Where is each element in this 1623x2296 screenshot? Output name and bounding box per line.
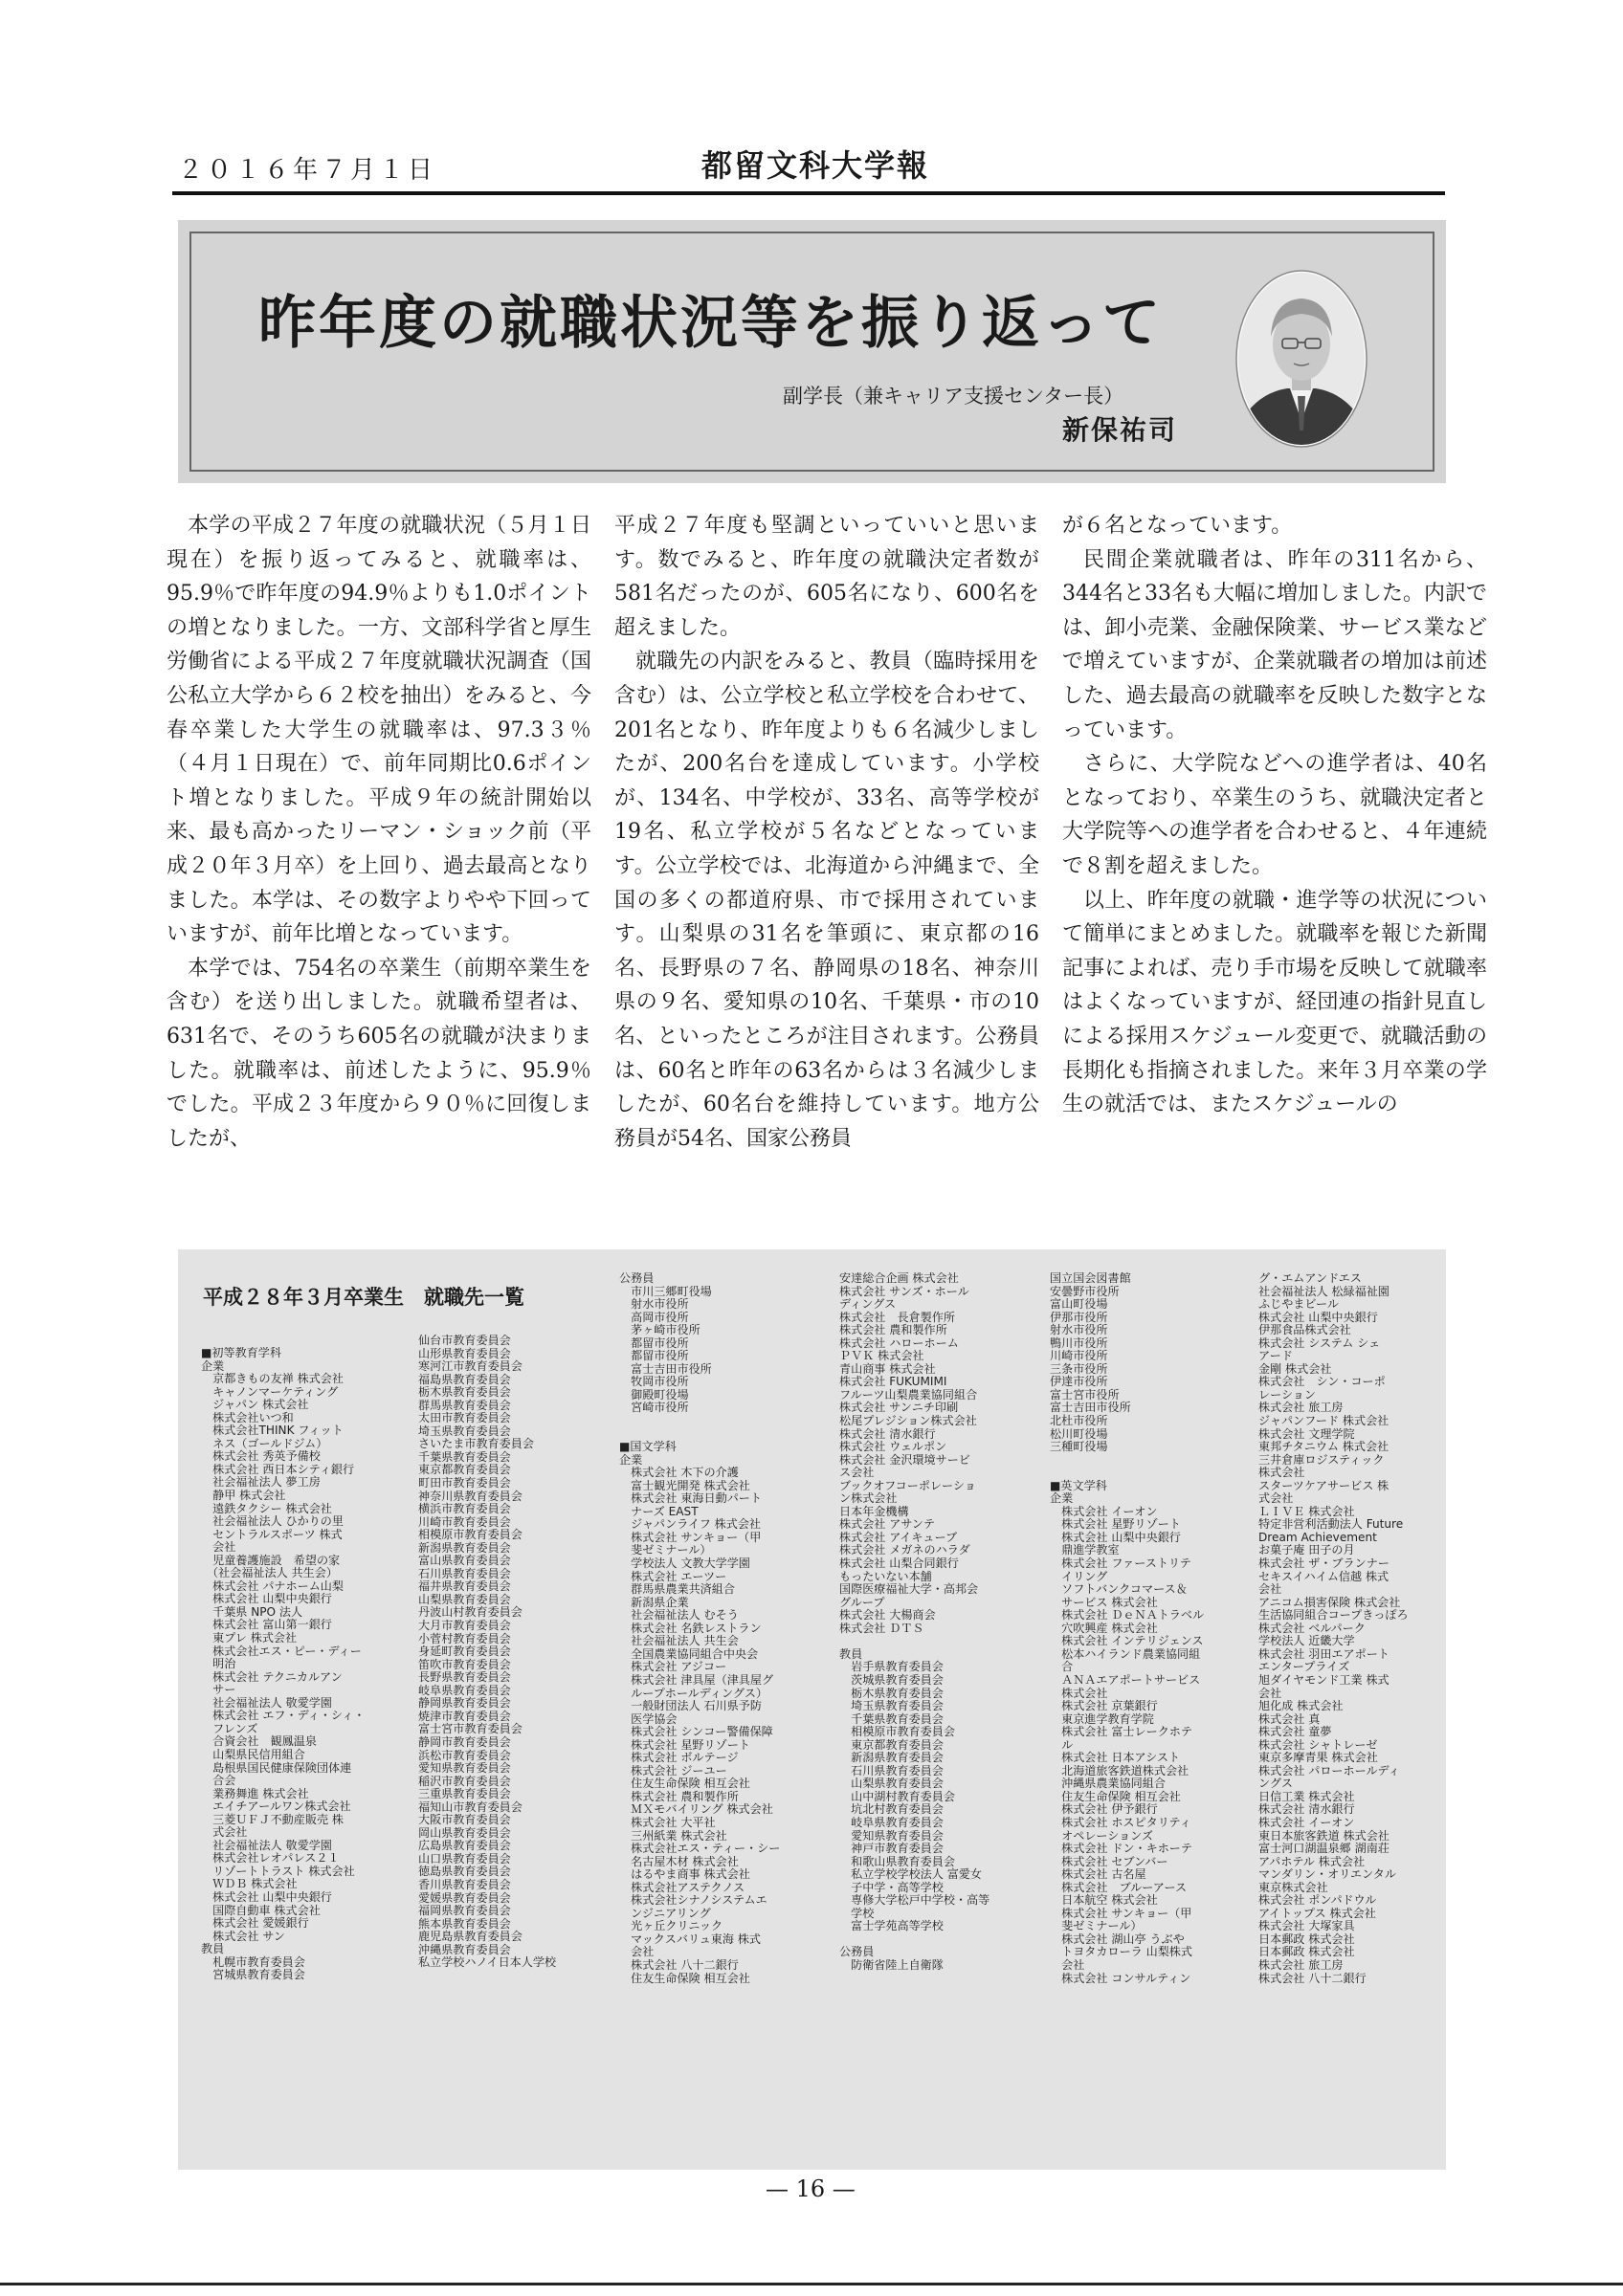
employment-list-column-3: 公務員 市川三郷町役場 射水市役所 高岡市役所 茅ヶ崎市役所 都留市役所 都留市役所 富士吉田市役所 牧岡市役所 御殿町役場 宮崎市役所 ■国文学科 企業 株式会社 木下の介護 富士観光開発 株式会社 株式会社 東海日動パート ナーズ EAST ジャパンライフ 株式会社 株式会社 サンキョー（甲 斐ゼミナール） 学校法人 文教大学学園 株式会社 エーツー 群馬県農業共済組合 新潟県企業 社会福祉法人 むそう 株式会社 名鉄レストラン 社会福祉法人 共生会 全国農業協同組合中央会 株式会社 アジコー 株式会社 津具屋（津具屋グ ループホールディングス） 一般財団法人 石川県予防 医学協会 株式会社 シンコー警備保障 株式会社 星野リゾート 株式会社 ボルテージ 株式会社 ジーユー 住友生命保険 相互会社 株式会社 農和製作所 ＭＸモバイリング 株式会社 株式会社 大平社 三州紙業 株式会社 株式会社エス・ティー・シー 名古屋木材 株式会社 はるやま商事 株式会社 株式会社アステクノス 株式会社シナノシステムエ ンジニアリング 光ヶ丘クリニック マックスバリュ東海 株式 会社 株式会社 八十二銀行 住友生命保険 相互会社	[619, 1272, 781, 1985]
employment-list-column-4: 安達総合企画 株式会社 株式会社 サンズ・ホール ディングス 株式会社 長倉製作所 株式会社 農和製作所 株式会社 ハローホーム ＰＶＫ 株式会社 青山商事 株式会社 株式会社 FUKUMIMI フルーツ山梨農業協同組合 株式会社 サンニチ印刷 松尾プレジション株式会社 株式会社 清水銀行 株式会社 ウェルポン 株式会社 金沢環境サービ ス会社 ブックオフコーポレーショ ン株式会社 日本年金機構 株式会社 アサンテ 株式会社 アイキューブ 株式会社 メガネのハラダ 株式会社 山梨合同銀行 もったいない本舗 国際医療福祉大学・高邦会 グループ 株式会社 大楊商会 株式会社 ＤＴＳ 教員 岩手県教育委員会 茨城県教育委員会 栃木県教育委員会 埼玉県教育委員会 千葉県教育委員会 相模原市教育委員会 東京都教育委員会 新潟県教育委員会 石川県教育委員会 山梨県教育委員会 山中湖村教育委員会 坑北村教育委員会 岐阜県教育委員会 愛知県教育委員会 神戸市教育委員会 和歌山県教育委員会 私立学校学校法人 富愛女 子中学・高等学校 専修大学松戸中学校・高等 学校 富士学苑高等学校 公務員 防衛省陸上自衛隊	[839, 1272, 990, 1972]
employment-list-column-5: 国立国会図書館 安曇野市役所 富山町役場 伊那市役所 射水市役所 鴨川市役所 川崎市役所 三条市役所 伊達市役所 富士宮市役所 富士吉田市役所 北杜市役所 松川町役場 三種町役場 ■英文学科 企業 株式会社 イーオン 株式会社 星野リゾート 株式会社 山梨中央銀行 鼎進学教室 株式会社 ファーストリテ イリング ソフトバンクコマース＆ サービス 株式会社 株式会社 ＤｅＮＡトラベル 穴吹興産 株式会社 株式会社 インテリジェンス 松本ハイランド農業協同組 合 ＡＮＡエアポートサービス 株式会社 株式会社 京葉銀行 東京進学教育学院 株式会社 富士レークホテ ル 株式会社 日本アシスト 北海道旅客鉄道株式会社 沖縄県農業協同組合 住友生命保険 相互会社 株式会社 伊予銀行 株式会社 ホスピタリティ オペレーションズ 株式会社 ドン・キホーテ 株式会社 セブンバー 株式会社 古名屋 株式会社 ブルーアース 日本航空 株式会社 株式会社 サンキョー（甲 斐ゼミナール） 株式会社 湖山亭 うぶや トヨタカローラ 山梨株式 会社 株式会社 コンサルティン	[1050, 1272, 1205, 1985]
col3-paragraph: さらに、大学院などへの進学者は、40名となっており、卒業生のうち、就職決定者と大学院等への進学者を合わせると、４年連続で８割を超えました。	[1062, 752, 1487, 878]
author-portrait	[1234, 268, 1368, 450]
author-role: 副学長（兼キャリア支援センター長）	[783, 385, 1124, 408]
article-column-3	[1062, 509, 1487, 1122]
article-column-2	[614, 509, 1039, 1156]
col3-paragraph: が６名となっています。	[1062, 514, 1293, 538]
employment-list-column-1: ■初等教育学科 企業 京都きもの友禅 株式会社 キャノンマーケティング ジャパン 株式会社 株式会社いつ和 株式会社THINK フィット ネス（ゴールドジム） 株式会社 秀英予備校 株式会社 西日本シティ銀行 社会福祉法人 夢工房 静甲 株式会社 遠鉄タクシー 株式会社 社会福祉法人 ひかりの里 セントラルスポーツ 株式 会社 児童養護施設 希望の家 （社会福祉法人 共生会） 株式会社 パナホーム山梨 株式会社 山梨中央銀行 千葉県 NPO 法人 株式会社 富山第一銀行 東プレ 株式会社 株式会社エス・ピー・ディー 明治 株式会社 テクニカルアン サー 社会福祉法人 敬愛学園 株式会社 エフ・ディ・シィ・ フレンズ 合資会社 観鳳温泉 山梨県民信用組合 島根県国民健康保険団体連 合会 業務舞進 株式会社 エイチアールワン株式会社 三菱ＵＦＪ不動産販売 株 式会社 社会福祉法人 敬愛学園 株式会社レオパレス２１ リゾートトラスト 株式会社 ＷＤＢ 株式会社 株式会社 山梨中央銀行 国際自動車 株式会社 株式会社 愛媛銀行 株式会社 サン 教員 札幌市教育委員会 宮城県教育委員会	[201, 1347, 366, 1982]
page-number: — 16 —	[766, 2175, 856, 2202]
employment-list-column-6: グ・エムアンドエス 社会福祉法人 松緑福祉園 ふじやまビール 株式会社 山梨中央銀行 伊那食品株式会社 株式会社 システム シェ アード 金剛 株式会社 株式会社 シン・コーポ レーション 株式会社 旅工房 ジャパンフード 株式会社 株式会社 文理学院 東邦チタニウム 株式会社 三井倉庫ロジスティック 株式会社 スターツケアサービス 株 式会社 ＬＩＶＥ 株式会社 特定非営利活動法人 Future Dream Achievement お菓子庵 田子の月 株式会社 ザ・ブランナー セキスイハイム信越 株式 会社 アニコム損害保険 株式会社 生活協同組合コープきっぽろ 株式会社 ベルパーク 学校法人 近畿大学 株式会社 羽田エアポート エンタープライズ 旭ダイヤモンド工業 株式 会社 旭化成 株式会社 株式会社 真 株式会社 童夢 株式会社 シャトレーゼ 東京多摩青果 株式会社 株式会社 パローホールディ ングス 日信工業 株式会社 株式会社 清水銀行 株式会社 イーオン 東日本旅客鉄道 株式会社 富士河口湖温泉郷 湖南荘 アパホテル 株式会社 マンダリン・オリエンタル 東京株式会社 株式会社 ポンパドウル アイトップス 株式会社 株式会社 大塚家具 日本郵政 株式会社 日本郵政 株式会社 株式会社 旅工房 株式会社 八十二銀行	[1258, 1272, 1409, 1985]
col1-paragraph: 本学の平成２７年度の就職状況（５月１日現在）を振り返ってみると、就職率は、95.9％で昨年度の94.9％よりも1.0ポイントの増となりました。一方、文部科学省と厚生労働省による平成２７年度就職状況調査（国公私立大学から６２校を抽出）をみると、今春卒業した大学生の就職率は、97.3３％（４月１日現在）で、前年同期比0.6ポイント増となりました。平成９年の統計開始以来、最も高かったリーマン・ショック前（平成２０年３月卒）を上回り、過去最高となりました。本学は、その数字よりやや下回っていますが、前年比増となっています。	[167, 514, 591, 947]
article-headline: 昨年度の就職状況等を振り返って	[258, 290, 1163, 357]
employment-list-title: 平成２８年３月卒業生 就職先一覧	[203, 1286, 524, 1309]
newspaper-title: 都留文科大学報	[701, 147, 930, 184]
article-column-1	[167, 509, 591, 1156]
col3-paragraph: 以上、昨年度の就職・進学等の状況について簡単にまとめました。就職率を報じた新聞記事によれば、売り手市場を反映して就職率はよくなっていますが、経団連の指針見直しによる採用スケジュール変更で、就職活動の長期化も指摘されました。来年３月卒業の学生の就活では、またスケジュールの	[1062, 888, 1487, 1117]
issue-date: ２０１６年７月１日	[178, 156, 437, 185]
author-name: 新保祐司	[1062, 414, 1178, 446]
col2-paragraph: 就職先の内訳をみると、教員（臨時採用を含む）は、公立学校と私立学校を合わせて、201名となり、昨年度よりも６名減少しましたが、200名台を達成しています。小学校が、134名、中学校が、33名、高等学校が19名、私立学校が５名などとなっています。公立学校では、北海道から沖縄まで、全国の多くの都道府県、市で採用されています。山梨県の31名を筆頭に、東京都の16名、長野県の７名、静岡県の18名、神奈川県の９名、愛知県の10名、千葉県・市の10名、といったところが注目されます。公務員は、60名と昨年の63名からは３名減少しましたが、60名台を維持しています。地方公務員が54名、国家公務員	[614, 650, 1039, 1151]
col3-paragraph: 民間企業就職者は、昨年の311名から、344名と33名も大幅に増加しました。内訳では、卸小売業、金融保険業、サービス業などで増えていますが、企業就職者の増加は前述した、過去最高の就職率を反映した数字となっています。	[1062, 547, 1487, 742]
header-rule	[172, 191, 1445, 195]
page-bottom-rule	[0, 2283, 1623, 2285]
col2-paragraph: 平成２７年度も堅調といっていいと思います。数でみると、昨年度の就職決定者数が581名だったのが、605名になり、600名を超えました。	[614, 514, 1039, 640]
col1-paragraph: 本学では、754名の卒業生（前期卒業生を含む）を送り出しました。就職希望者は、631名で、そのうち605名の就職が決まりました。就職率は、前述したように、95.9％でした。平成２３年度から９０％に回復しましたが、	[167, 956, 591, 1151]
employment-list-column-2: 仙台市教育委員会 山形県教育委員会 寒河江市教育委員会 福島県教育委員会 栃木県教育委員会 群馬県教育委員会 太田市教育委員会 埼玉県教育委員会 さいたま市教育委員会 千葉県教育委員会 東京都教育委員会 町田市教育委員会 神奈川県教育委員会 横浜市教育委員会 川崎市教育委員会 相模原市教育委員会 新潟県教育委員会 富山県教育委員会 石川県教育委員会 福井県教育委員会 山梨県教育委員会 丹波山村教育委員会 大月市教育委員会 小菅村教育委員会 身延町教育委員会 笛吹市教育委員会 長野県教育委員会 岐阜県教育委員会 静岡県教育委員会 焼津市教育委員会 富士宮市教育委員会 静岡市教育委員会 浜松市教育委員会 愛知県教育委員会 稲沢市教育委員会 三重県教育委員会 福知山市教育委員会 大阪市教育委員会 岡山県教育委員会 広島県教育委員会 山口県教育委員会 徳島県教育委員会 香川県教育委員会 愛媛県教育委員会 福岡県教育委員会 熊本県教育委員会 鹿児島県教育委員会 沖縄県教育委員会 私立学校ハノイ日本人学校	[418, 1335, 557, 1970]
